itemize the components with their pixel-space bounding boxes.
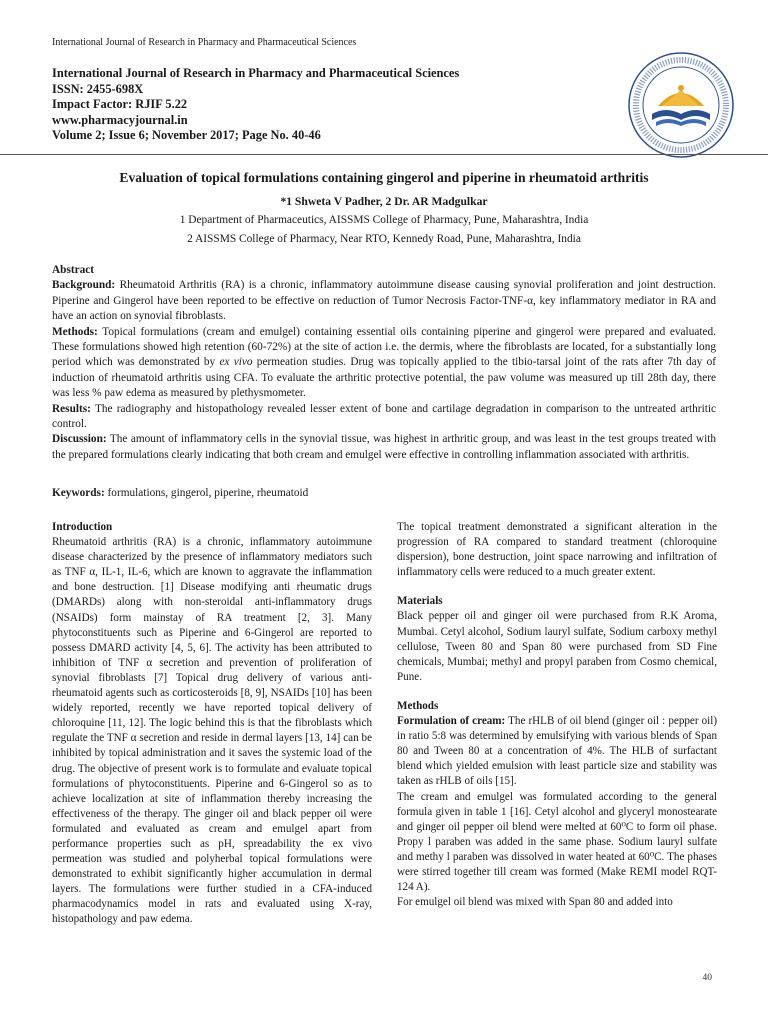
materials-heading: Materials xyxy=(397,595,443,608)
issn: ISSN: 2455-698X xyxy=(52,81,144,96)
introduction-text: Rheumatoid arthritis (RA) is a chronic, inflammatory autoimmune disease characterized by the presence of inflammatory mediators such as TNF α, IL-1, IL-6, which are known to aggravate the inflammation and bone destruction. [1] Disease modifying anti rheumatic drugs (DMARDs) along with non-steroidal anti-inflammatory drugs (NSAIDs) form mainstay of RA treatment [2, 3]. Many phytoconstituents such as Piperine and 6-Gingerol are reported to possess DMARD activity [4, 5, 6]. The activity has been attributed to inhibition of TNF α secretion and prevention of proliferation of synovial fibroblasts [7] Topical drug delivery of various anti-rheumatoid agents such as corticosteroids [8, 9], NSAIDs [10] has been widely reported, recently we have reported topical delivery of chloroquine [11, 12]. The logic behind this is that the fibroblasts which regulate the TNF α secretion and reside in dermal layers [13, 14] can be inhibited by topical administration and it saves the systemic load of the drug. The objective of present work is to formulate and evaluate topical formulations of phytoconstituents. Piperine and 6-Gingerol so as to achieve localization at site of inflammation thereby increasing the effectiveness of the therapy. The ginger oil and black pepper oil were formulated and evaluated as cream and emulgel apart from performance properties such as pH, spreadability the ex vivo permeation was studied and polyherbal topical formulations were demonstrated to exhibit significantly higher accumulation in dermal layers. The formulations were further studied in a CFA-induced pharmacodynamics model in rats and evaluated using X-ray, histopathology and paw edema. xyxy=(52,536,372,926)
cream-paragraph xyxy=(397,714,717,789)
journal-website[interactable]: www.pharmacyjournal.in xyxy=(52,112,188,127)
methods-label: Methods: xyxy=(52,325,98,338)
right-column xyxy=(397,520,717,910)
abstract-heading: Abstract xyxy=(52,264,95,276)
methods-heading: Methods xyxy=(397,699,439,712)
affiliation-2: 2 AISSMS College of Pharmacy, Near RTO, Kennedy Road, Pune, Maharashtra, India xyxy=(187,233,581,245)
abstract-background xyxy=(52,278,716,324)
page-number: 40 xyxy=(702,973,712,983)
impact-factor: Impact Factor: RJIF 5.22 xyxy=(52,97,188,112)
results-text: The radiography and histopathology revealed lesser extent of bone and cartilage degradation in comparison to the untreated arthritic control. xyxy=(52,402,716,431)
introduction-heading: Introduction xyxy=(52,521,113,533)
abstract-results xyxy=(52,402,716,433)
header-divider xyxy=(0,154,768,155)
volume-line: Volume 2; Issue 6; November 2017; Page No. 40-46 xyxy=(52,128,321,143)
article-title: Evaluation of topical formulations containing gingerol and piperine in rheumatoid arthritis xyxy=(119,170,649,185)
left-column xyxy=(52,520,372,928)
cream-paragraph-2: The cream and emulgel was formulated according to the general formula given in table 1 [16]. Cetyl alcohol and glyceryl monostearate and ginger oil pepper oil blend were melted at 60⁰C to form oil phase. Propy l paraben was added in the same phase. Sodium lauryl sulfate and methy l paraben was dissolved in water heated at 60⁰C. The phases were stirred together till cream was formed (Make REMI model RQT-124 A). xyxy=(397,790,717,894)
cream-text: The rHLB of oil blend (ginger oil : pepper oil) in ratio 5:8 was determined by emulsifying with various blends of Span 80 and Tween 80 at a concentration of 4%. The HLB of surfactant blend which yielded emulsion with least particle size and stability was taken as rHLB of oils [15]. xyxy=(397,715,718,788)
cream-paragraph-3: For emulgel oil blend was mixed with Span 80 and added into xyxy=(397,896,673,909)
article-authors: *1 Shweta V Padher, 2 Dr. AR Madgulkar xyxy=(280,195,488,208)
introduction-continued: The topical treatment demonstrated a significant alteration in the progression of RA compared to standard treatment (chloroquine dispersion), bone destruction, joint space narrowing and infiltration of inflammatory cells were reduced to a much greater extent. xyxy=(397,521,717,579)
affiliation-1: 1 Department of Pharmaceutics, AISSMS College of Pharmacy, Pune, Maharashtra, India xyxy=(179,214,589,226)
running-header: International Journal of Research in Pharmacy and Pharmaceutical Sciences xyxy=(52,37,357,48)
materials-text: Black pepper oil and ginger oil were purchased from R.K Aroma, Mumbai. Cetyl alcohol, Sodium lauryl sulfate, Sodium carboxy methyl cellulose, Tween 80 and Span 80 were purchased from SD Fine chemicals, Mumbai; methyl and propyl paraben from Cosmo chemical, Pune. xyxy=(397,610,717,683)
keywords-text: formulations, gingerol, piperine, rheumatoid xyxy=(107,487,309,499)
methods-text-1: Topical formulations (cream and emulgel) containing essential oils containing piperine and gingerol were prepared and evaluated. These formulations showed high retention (60-72%) at the site of action i.e. the dermis, where the fibroblasts are located, for a substantially long period which was demonstrated by xyxy=(52,325,716,369)
journal-seal-logo xyxy=(618,48,744,162)
discussion-label: Discussion: xyxy=(52,433,107,446)
keywords-label: Keywords: xyxy=(52,487,105,499)
abstract-discussion xyxy=(52,432,716,463)
discussion-text: The amount of inflammatory cells in the synovial tissue, was highest in arthritic group, and was least in the test groups treated with the prepared formulations clearly indicating that both cream and emulgel were effective in controlling inflammation associated with arthritis. xyxy=(52,433,716,461)
results-label: Results: xyxy=(52,402,91,415)
cream-label: Formulation of cream: xyxy=(397,715,506,728)
keywords-line xyxy=(52,487,716,499)
background-label: Background: xyxy=(52,279,116,292)
methods-text-2: permeation studies. Drug was topically applied to the tibio-tarsal joint of the rats after 7th day of induction of rheumatoid arthritis using CFA. To evaluate the arthritic protective potential, the paw volume was measured up till 28th day, there was less % paw edema as measured by plethysmometer. xyxy=(52,356,716,400)
journal-info-block xyxy=(52,66,459,144)
journal-name: International Journal of Research in Pharmacy and Pharmaceutical Sciences xyxy=(52,66,460,80)
abstract-methods xyxy=(52,325,716,402)
abstract-section xyxy=(52,263,716,463)
background-text: Rheumatoid Arthritis (RA) is a chronic, inflammatory autoimmune disease causing synovial proliferation and joint destruction. Piperine and Gingerol have been reported to be effective on reduction of Tumor Necrosis Factor-TNF-α, key inflammatory mediator in RA and have an action on synovial fibroblasts. xyxy=(52,279,716,323)
methods-italic: ex vivo xyxy=(219,356,253,369)
